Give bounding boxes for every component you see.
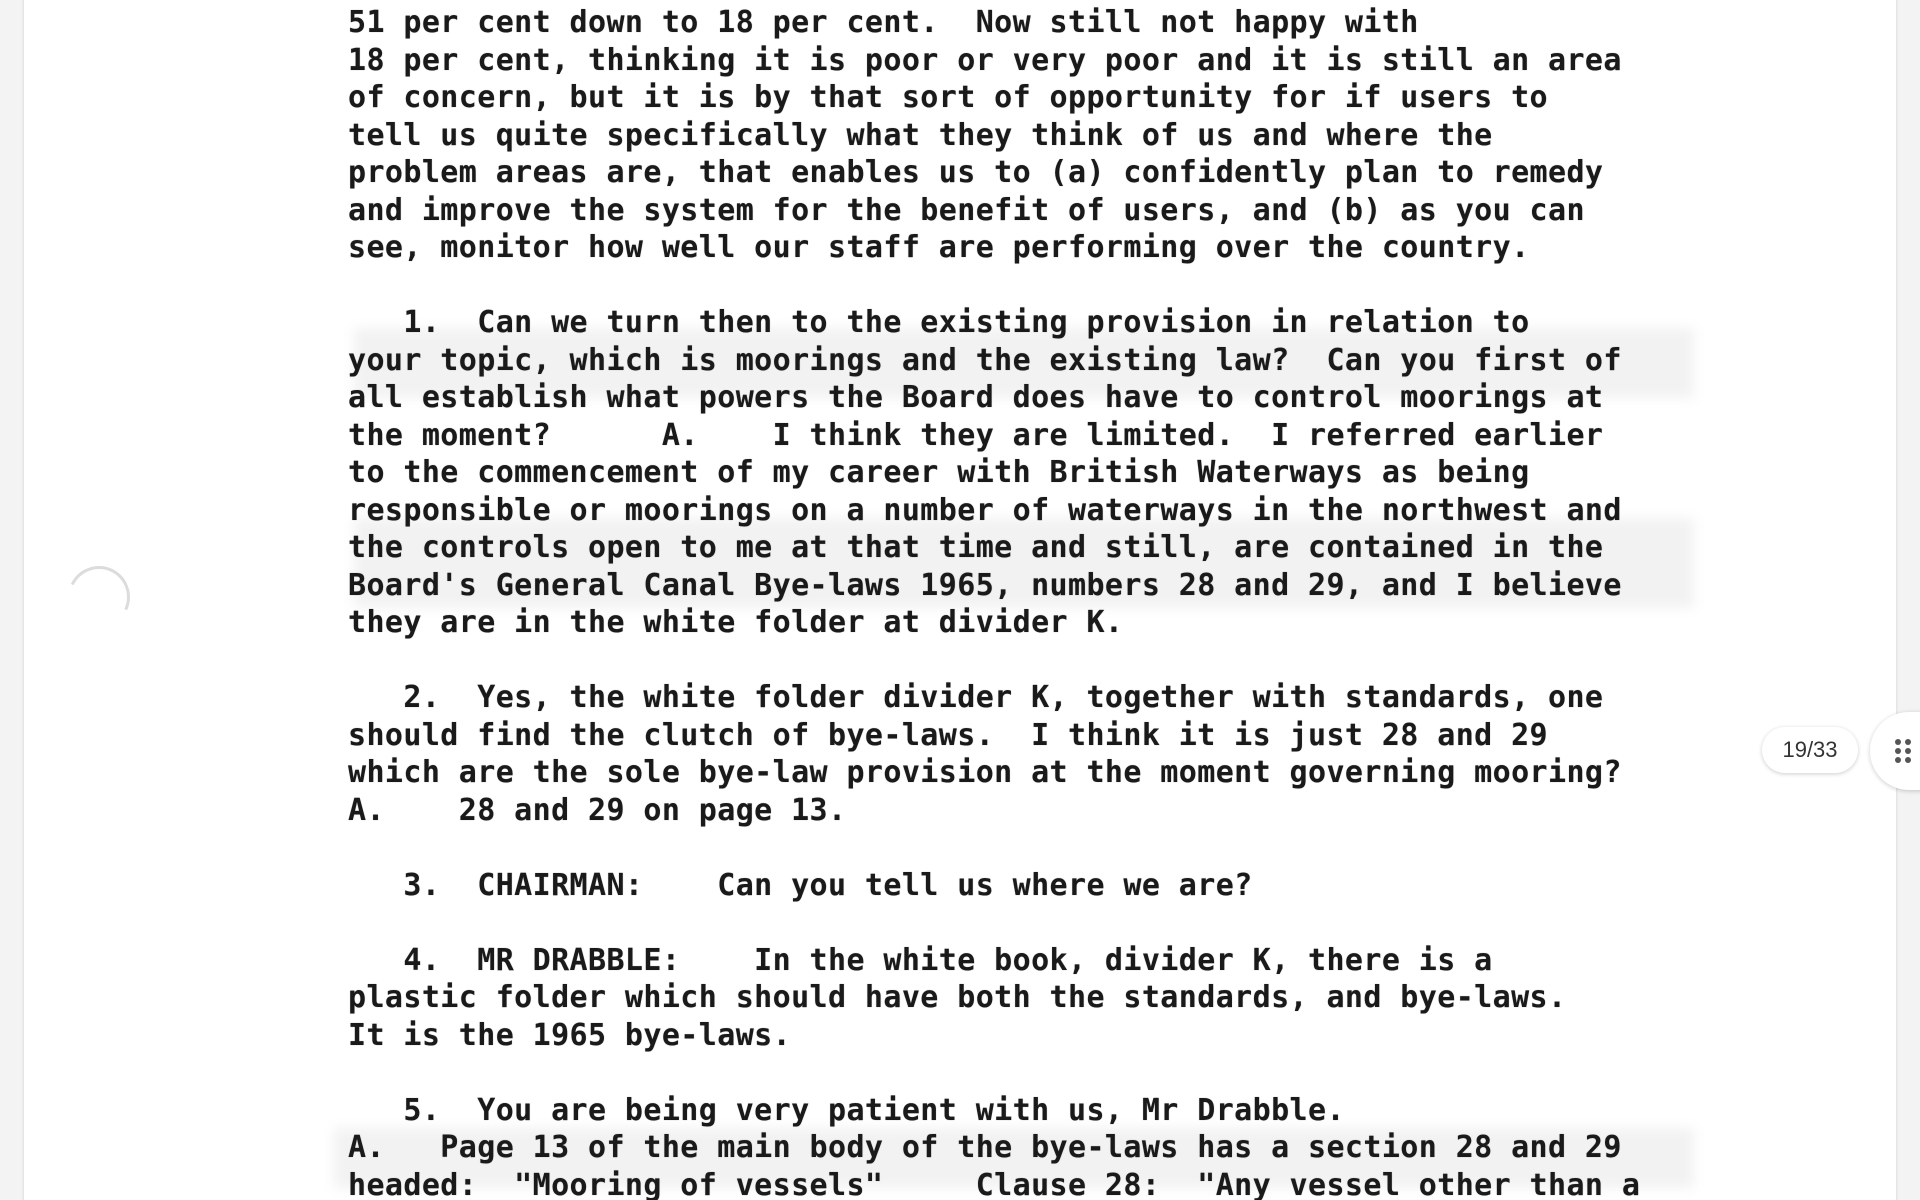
document-line <box>348 829 1708 867</box>
document-line: responsible or moorings on a number of waterways in the northwest and <box>348 492 1622 528</box>
grip-dots-icon <box>1894 738 1914 764</box>
document-line <box>348 642 1708 680</box>
document-line: and improve the system for the benefit of users, and (b) as you can <box>348 192 1585 228</box>
document-body <box>348 4 1708 1200</box>
document-line: 1. Can we turn then to the existing provision in relation to <box>348 305 1530 340</box>
document-line: problem areas are, that enables us to (a) confidently plan to remedy <box>348 155 1604 190</box>
document-line: A. Page 13 of the main body of the bye-laws has a section 28 and 29 <box>348 1130 1622 1165</box>
document-line: see, monitor how well our staff are performing over the country. <box>348 230 1530 265</box>
document-line: 4. MR DRABBLE: In the white book, divider K, there is a <box>348 942 1493 978</box>
document-line: should find the clutch of bye-laws. I think it is just 28 and 29 <box>348 717 1548 753</box>
document-line: your topic, which is moorings and the existing law? Can you first of <box>348 342 1622 378</box>
document-line: It is the 1965 bye-laws. <box>348 1017 792 1053</box>
document-line: headed: "Mooring of vessels" Clause 28: "Any vessel other than a <box>348 1167 1641 1200</box>
document-line: the controls open to me at that time and still, are contained in the <box>348 530 1604 565</box>
document-line: the moment? A. I think they are limited. I referred earlier <box>348 417 1604 453</box>
document-line: A. 28 and 29 on page 13. <box>348 792 847 828</box>
document-line <box>348 1054 1708 1092</box>
document-line: tell us quite specifically what they think of us and where the <box>348 117 1493 153</box>
document-line: 3. CHAIRMAN: Can you tell us where we are? <box>348 867 1253 903</box>
document-line: all establish what powers the Board does have to control moorings at <box>348 380 1604 415</box>
document-line <box>348 904 1708 942</box>
document-line: 5. You are being very patient with us, Mr Drabble. <box>348 1092 1345 1128</box>
document-line: plastic folder which should have both the standards, and bye-laws. <box>348 980 1567 1015</box>
document-line: 2. Yes, the white folder divider K, together with standards, one <box>348 680 1604 715</box>
page-counter: 19/33 <box>1762 727 1858 773</box>
document-page <box>24 0 1896 1200</box>
document-line: which are the sole bye-law provision at the moment governing mooring? <box>348 755 1622 790</box>
document-line: 18 per cent, thinking it is poor or very poor and it is still an area <box>348 42 1622 78</box>
document-line: of concern, but it is by that sort of opportunity for if users to <box>348 80 1548 115</box>
document-line: to the commencement of my career with British Waterways as being <box>348 455 1530 490</box>
document-line <box>348 267 1708 305</box>
document-line: 51 per cent down to 18 per cent. Now still not happy with <box>348 5 1419 40</box>
document-line: Board's General Canal Bye-laws 1965, numbers 28 and 29, and I believe <box>348 567 1622 603</box>
document-line: they are in the white folder at divider K. <box>348 605 1124 640</box>
